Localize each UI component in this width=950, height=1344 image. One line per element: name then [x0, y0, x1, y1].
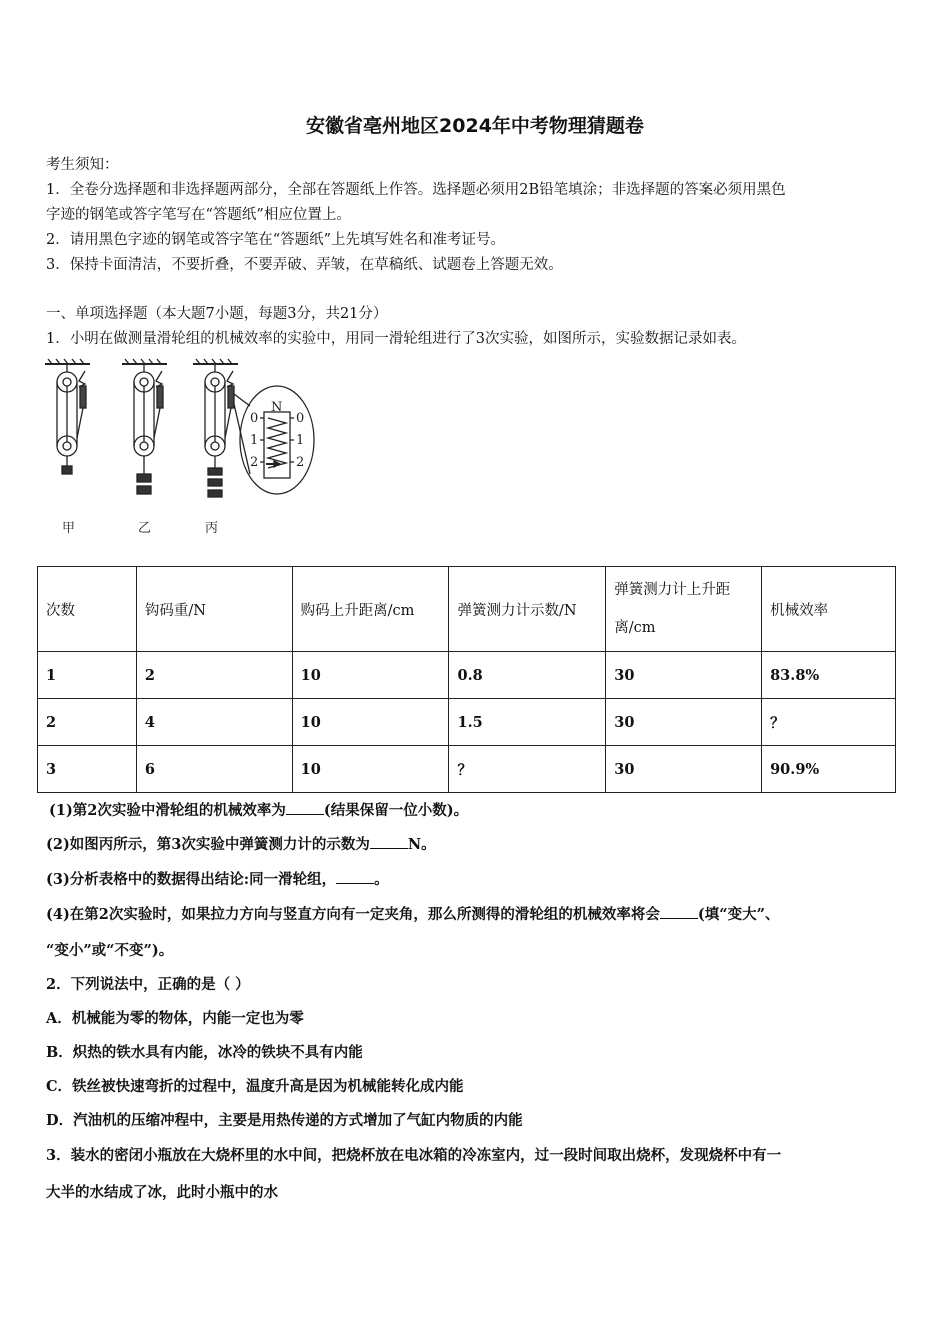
subquestion-text: (1)第2次实验中滑轮组的机械效率为	[49, 802, 286, 819]
table-header-row	[38, 567, 896, 652]
figure-label-yi: 乙	[138, 521, 152, 536]
subquestion-text: (2)如图丙所示，第3次实验中弹簧测力计的示数为	[46, 836, 370, 853]
dial-label-one-left: 1	[250, 433, 259, 448]
subquestion-text: (结果保留一位小数)。	[323, 802, 469, 819]
subquestion-2	[46, 833, 436, 854]
table-cell: 1	[38, 652, 137, 699]
answer-blank	[286, 800, 324, 815]
table-cell: 1.5	[449, 699, 606, 746]
notice-item: 2．请用黑色字迹的钢笔或答字笔在“答题纸”上先填写姓名和准考证号。	[46, 232, 506, 248]
pulley-setup-yi	[122, 359, 167, 494]
question-2-option-b: B．炽热的铁水具有内能，冰冷的铁块不具有内能	[46, 1044, 363, 1061]
page-title: 安徽省亳州地区2024年中考物理猜题卷	[306, 115, 644, 137]
question-3-stem-continued: 大半的水结成了冰，此时小瓶中的水	[46, 1184, 278, 1201]
table-cell: 83.8%	[762, 652, 896, 699]
figure-label-jia: 甲	[62, 521, 76, 536]
table-cell: 10	[292, 699, 449, 746]
question-2-option-d: D．汽油机的压缩冲程中，主要是用热传递的方式增加了气缸内物质的内能	[46, 1112, 523, 1129]
table-cell: 10	[292, 652, 449, 699]
table-header-cell: 钩码重/N	[136, 567, 292, 652]
table-cell: 4	[136, 699, 292, 746]
question-2-option-a: A．机械能为零的物体，内能一定也为零	[46, 1010, 304, 1027]
pulley-figure	[40, 356, 330, 546]
table-header-cell: 次数	[38, 567, 137, 652]
section-heading: 一、单项选择题（本大题7小题，每题3分，共21分）	[46, 306, 388, 322]
notice-heading: 考生须知：	[46, 157, 119, 173]
experiment-data-table	[37, 566, 896, 793]
question-2-option-c: C．铁丝被快速弯折的过程中，温度升高是因为机械能转化成内能	[46, 1078, 464, 1095]
table-cell: 3	[38, 746, 137, 793]
subquestion-4	[46, 903, 779, 924]
figure-label-bing: 丙	[205, 521, 219, 536]
table-cell: 30	[606, 652, 762, 699]
dial-label-n: N	[271, 400, 283, 415]
subquestion-text: (填“变大”、	[697, 906, 780, 923]
subquestion-4-continued: “变小”或“不变”)。	[46, 942, 174, 959]
dial-label-two-left: 2	[250, 455, 259, 470]
answer-blank	[336, 869, 374, 884]
table-cell: 0.8	[449, 652, 606, 699]
dial-label-zero-left: 0	[250, 411, 259, 426]
table-cell: 10	[292, 746, 449, 793]
table-cell: 2	[136, 652, 292, 699]
subquestion-1	[49, 799, 468, 820]
dial-label-one-right: 1	[296, 433, 305, 448]
subquestion-text: (4)在第2次实验时，如果拉力方向与竖直方向有一定夹角，那么所测得的滑轮组的机械效率将会	[46, 906, 660, 923]
subquestion-text: 。	[374, 871, 389, 888]
pulley-setup-jia	[45, 359, 90, 474]
table-header-cell: 弹簧测力计上升距离/cm	[606, 567, 762, 652]
table-cell: 90.9%	[762, 746, 896, 793]
table-cell: ？	[449, 746, 606, 793]
table-header-cell: 购码上升距离/cm	[292, 567, 449, 652]
question-3-stem: 3．装水的密闭小瓶放在大烧杯里的水中间，把烧杯放在电冰箱的冷冻室内，过一段时间取出烧杯，发现烧杯中有一	[46, 1147, 782, 1164]
dial-label-two-right: 2	[296, 455, 305, 470]
subquestion-text: N。	[407, 836, 436, 853]
answer-blank	[660, 904, 698, 919]
question-2-stem: 2．下列说法中，正确的是（ ）	[46, 976, 250, 993]
dial-label-zero-right: 0	[296, 411, 305, 426]
question-1-stem: 1．小明在做测量滑轮组的机械效率的实验中，用同一滑轮组进行了3次实验，如图所示，实验数据记录如表。	[46, 331, 746, 347]
table-cell: ？	[762, 699, 896, 746]
subquestion-text: (3)分析表格中的数据得出结论:同一滑轮组，	[46, 871, 337, 888]
subquestion-3	[46, 868, 389, 889]
notice-item: 3．保持卡面清洁，不要折叠，不要弄破、弄皱，在草稿纸、试题卷上答题无效。	[46, 257, 563, 273]
table-header-cell: 机械效率	[762, 567, 896, 652]
table-header-cell: 弹簧测力计示数/N	[449, 567, 606, 652]
table-cell: 2	[38, 699, 137, 746]
notice-item: 字迹的钢笔或答字笔写在“答题纸”相应位置上。	[46, 207, 351, 223]
table-cell: 30	[606, 746, 762, 793]
table-row	[38, 652, 896, 699]
table-row	[38, 746, 896, 793]
table-cell: 30	[606, 699, 762, 746]
notice-item: 1．全卷分选择题和非选择题两部分，全部在答题纸上作答。选择题必须用2B铅笔填涂；非选择题的答案必须用黑色	[46, 182, 786, 198]
table-row	[38, 699, 896, 746]
answer-blank	[370, 834, 408, 849]
table-cell: 6	[136, 746, 292, 793]
